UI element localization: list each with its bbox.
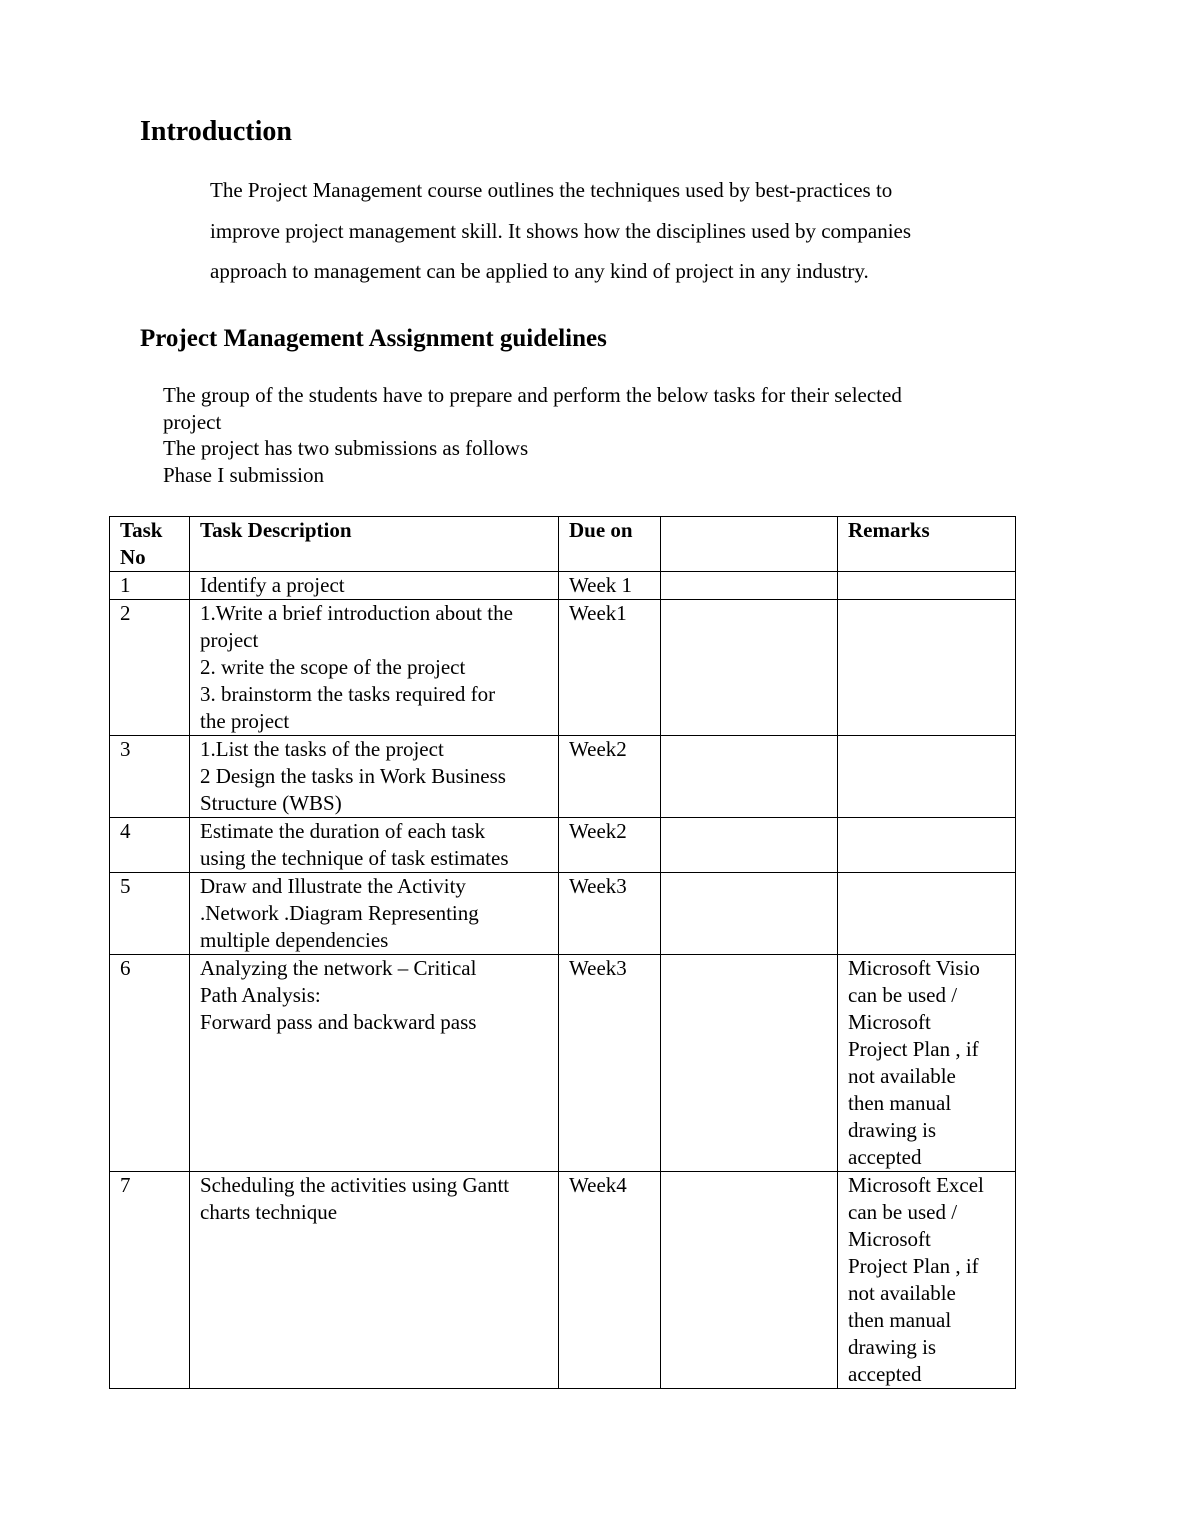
table-row [110, 600, 1016, 736]
task-description-cell [190, 572, 559, 600]
task-description-cell [190, 818, 559, 873]
remarks-line: can be used / [848, 1200, 958, 1224]
task-description-line: using the technique of task estimates [200, 846, 509, 870]
task-description-line: the project [200, 709, 290, 733]
remarks-cell [838, 1172, 1016, 1389]
header-task-no-line1: Task [120, 518, 163, 542]
due-on-cell: Week4 [559, 1172, 661, 1389]
task-description-line: Path Analysis: [200, 983, 321, 1007]
task-description-line: Scheduling the activities using Gantt [200, 1173, 510, 1197]
task-description-line: project [200, 628, 259, 652]
remarks-line: Microsoft Excel [848, 1173, 984, 1197]
introduction-heading: Introduction [140, 116, 292, 147]
remarks-line: not available [848, 1064, 956, 1088]
due-on-cell: Week3 [559, 955, 661, 1172]
header-blank [661, 517, 838, 572]
task-description-line: 1.Write a brief introduction about the [200, 601, 513, 625]
task-description-line: multiple dependencies [200, 928, 389, 952]
task-number-cell: 7 [110, 1172, 190, 1389]
table-row [110, 955, 1016, 1172]
table-row [110, 572, 1016, 600]
task-description-cell [190, 600, 559, 736]
header-task-no-line2: No [120, 545, 146, 569]
table-header-row [110, 517, 1016, 572]
table-row [110, 1172, 1016, 1389]
due-on-cell: Week3 [559, 873, 661, 955]
task-description-line: 2. write the scope of the project [200, 655, 466, 679]
remarks-line: drawing is [848, 1118, 937, 1142]
table-body [110, 572, 1016, 1389]
blank-cell [661, 600, 838, 736]
remarks-line: accepted [848, 1145, 922, 1169]
task-number-cell: 1 [110, 572, 190, 600]
introduction-paragraph [210, 170, 1010, 292]
intro-line: improve project management skill. It shows how the disciplines used by companies [210, 218, 912, 243]
remarks-line: drawing is [848, 1335, 937, 1359]
due-on-cell: Week2 [559, 818, 661, 873]
remarks-line: accepted [848, 1362, 922, 1386]
task-description-line: 1.List the tasks of the project [200, 737, 444, 761]
task-description-line: Draw and Illustrate the Activity [200, 874, 466, 898]
blank-cell [661, 873, 838, 955]
task-number-cell: 5 [110, 873, 190, 955]
tasks-table [109, 516, 1016, 1389]
blank-cell [661, 572, 838, 600]
due-on-cell: Week2 [559, 736, 661, 818]
remarks-line: Project Plan , if [848, 1254, 979, 1278]
task-description-cell [190, 1172, 559, 1389]
header-due-on: Due on [559, 517, 661, 572]
remarks-line: then manual [848, 1091, 952, 1115]
due-on-cell: Week 1 [559, 572, 661, 600]
remarks-cell [838, 818, 1016, 873]
guideline-line: The project has two submissions as follows [163, 436, 529, 460]
remarks-line: Microsoft Visio [848, 956, 980, 980]
task-number-cell: 2 [110, 600, 190, 736]
task-description-line: Analyzing the network – Critical [200, 956, 477, 980]
task-number-cell: 4 [110, 818, 190, 873]
remarks-cell [838, 600, 1016, 736]
task-description-line: 3. brainstorm the tasks required for [200, 682, 496, 706]
table-row [110, 736, 1016, 818]
guidelines-heading: Project Management Assignment guidelines [140, 325, 607, 352]
guideline-line: The group of the students have to prepare and perform the below tasks for their selected [163, 383, 902, 407]
remarks-cell [838, 873, 1016, 955]
header-task-no [110, 517, 190, 572]
task-description-line: Estimate the duration of each task [200, 819, 486, 843]
task-description-line: Forward pass and backward pass [200, 1010, 477, 1034]
intro-line: approach to management can be applied to any kind of project in any industry. [210, 259, 869, 283]
remarks-line: Microsoft [848, 1227, 931, 1251]
guidelines-text [163, 382, 1013, 488]
task-description-cell [190, 736, 559, 818]
header-task-description: Task Description [190, 517, 559, 572]
intro-line: The Project Management course outlines the techniques used by best-practices to [210, 178, 893, 202]
remarks-cell [838, 955, 1016, 1172]
guideline-line: Phase I submission [163, 462, 325, 487]
table-row [110, 873, 1016, 955]
task-description-line: Structure (WBS) [200, 791, 342, 815]
remarks-line: can be used / [848, 983, 958, 1007]
blank-cell [661, 1172, 838, 1389]
due-on-cell: Week1 [559, 600, 661, 736]
task-number-cell: 3 [110, 736, 190, 818]
task-description-line: 2 Design the tasks in Work Business [200, 764, 506, 788]
header-remarks: Remarks [838, 517, 1016, 572]
remarks-line: Project Plan , if [848, 1037, 979, 1061]
task-description-line: Identify a project [200, 573, 345, 597]
remarks-cell [838, 736, 1016, 818]
remarks-line: not available [848, 1281, 956, 1305]
task-description-cell [190, 873, 559, 955]
remarks-line: Microsoft [848, 1010, 931, 1034]
remarks-line: then manual [848, 1308, 952, 1332]
task-description-line: charts technique [200, 1200, 338, 1224]
table-row [110, 818, 1016, 873]
task-description-line: .Network .Diagram Representing [200, 901, 479, 925]
blank-cell [661, 818, 838, 873]
task-description-cell [190, 955, 559, 1172]
blank-cell [661, 955, 838, 1172]
guideline-line: project [163, 409, 222, 434]
remarks-cell [838, 572, 1016, 600]
blank-cell [661, 736, 838, 818]
task-number-cell: 6 [110, 955, 190, 1172]
